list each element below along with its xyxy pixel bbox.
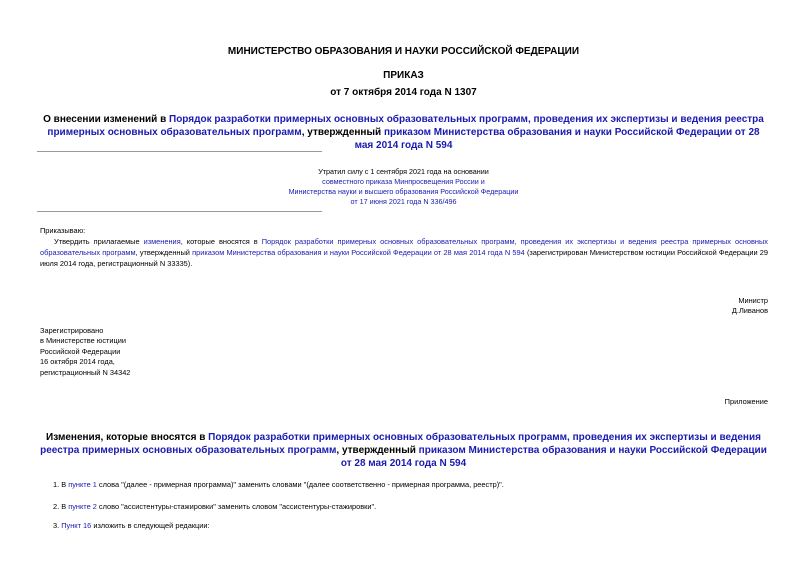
registration-line3: Российской Федерации: [40, 346, 121, 356]
link-prikaz-594[interactable]: приказом Министерства образования и науки Российской Федерации от 28 мая 2014 года N 594: [192, 248, 525, 257]
title-middle: , утвержденный: [301, 127, 384, 138]
list-item: [53, 521, 768, 530]
document-date-number: от 7 октября 2014 года N 1307: [330, 87, 477, 98]
status-note-line1: Утратил силу с 1 сентября 2021 года на основании: [318, 167, 489, 176]
registration-block: [40, 326, 240, 378]
item-link[interactable]: пункте 2: [68, 502, 97, 511]
paragraph-start: Утвердить прилагаемые: [54, 237, 144, 246]
registration-line1: Зарегистрировано: [40, 326, 104, 335]
item-number: 1. В: [53, 480, 69, 489]
paragraph-end: (зарегистрирован Министерством юстиции Российской Федерации 29 июля 2014 года, регистрационный N 33335).: [40, 248, 769, 268]
item-text: слова "(далее - примерная программа)" заменить словами "(далее соответственно - примерная программа, реестр)".: [96, 480, 504, 489]
item-number: 2. В: [53, 502, 69, 511]
status-note: [200, 167, 607, 207]
paragraph-mid2: , утвержденный: [135, 248, 193, 257]
order-paragraph: [40, 236, 768, 269]
title-link-prikaz-594[interactable]: приказом Министерства образования и науки Российской Федерации от 28 мая 2014 года N 594: [354, 127, 760, 151]
appendix-title-link-prikaz-594[interactable]: приказом Министерства образования и науки Российской Федерации от 28 мая 2014 года N 594: [340, 445, 767, 469]
status-note-link-line2[interactable]: совместного приказа Минпросвещения России и: [322, 177, 485, 186]
status-note-link-line4[interactable]: от 17 июня 2021 года N 336/496: [350, 197, 457, 206]
item-number: 3.: [53, 521, 62, 530]
divider-top: [37, 151, 322, 152]
list-item: [53, 502, 768, 511]
appendix-label: Приложение: [724, 397, 768, 406]
paragraph-mid1: , которые вносятся в: [180, 237, 262, 246]
status-note-link-line3[interactable]: Министерства науки и высшего образования Российской Федерации: [288, 187, 519, 196]
document-title: [40, 113, 767, 152]
link-izmeneniya[interactable]: изменения: [143, 237, 181, 246]
signature-position: Министр: [738, 296, 768, 305]
appendix-title: [40, 431, 767, 470]
registration-line2: в Министерстве юстиции: [40, 336, 127, 346]
document-type: ПРИКАЗ: [383, 70, 424, 81]
registration-line4: 16 октября 2014 года,: [40, 357, 115, 367]
appendix-title-prefix: Изменения, которые вносятся в: [46, 432, 209, 443]
order-heading: Приказываю:: [40, 226, 86, 235]
item-link[interactable]: Пункт 16: [61, 521, 92, 530]
link-poryadok[interactable]: Порядок разработки примерных основных образовательных программ, проведения их экспертизы и ведения реестра примерных основных образовательных программ: [40, 237, 768, 257]
item-text: изложить в следующей редакции:: [91, 521, 210, 530]
ministry-name: МИНИСТЕРСТВО ОБРАЗОВАНИЯ И НАУКИ РОССИЙСКОЙ ФЕДЕРАЦИИ: [227, 46, 580, 57]
signature-block: [600, 296, 768, 316]
title-prefix: О внесении изменений в: [43, 114, 170, 125]
registration-line5: регистрационный N 34342: [40, 367, 131, 377]
signature-name: Д.Ливанов: [731, 306, 768, 315]
item-link[interactable]: пункте 1: [68, 480, 97, 489]
title-link-poryadok[interactable]: Порядок разработки примерных основных образовательных программ, проведения их экспертизы и ведения реестра примерных основных образовательных программ: [47, 114, 764, 138]
item-text: слово "ассистентуры-стажировки" заменить словом "ассистентуры-стажировки".: [96, 502, 377, 511]
appendix-title-middle: , утвержденный: [336, 445, 419, 456]
divider-bottom: [37, 211, 322, 212]
list-item: [53, 480, 768, 489]
appendix-title-link-poryadok[interactable]: Порядок разработки примерных основных образовательных программ, проведения их экспертизы и ведения реестра примерных основных образовательных программ: [40, 432, 761, 456]
